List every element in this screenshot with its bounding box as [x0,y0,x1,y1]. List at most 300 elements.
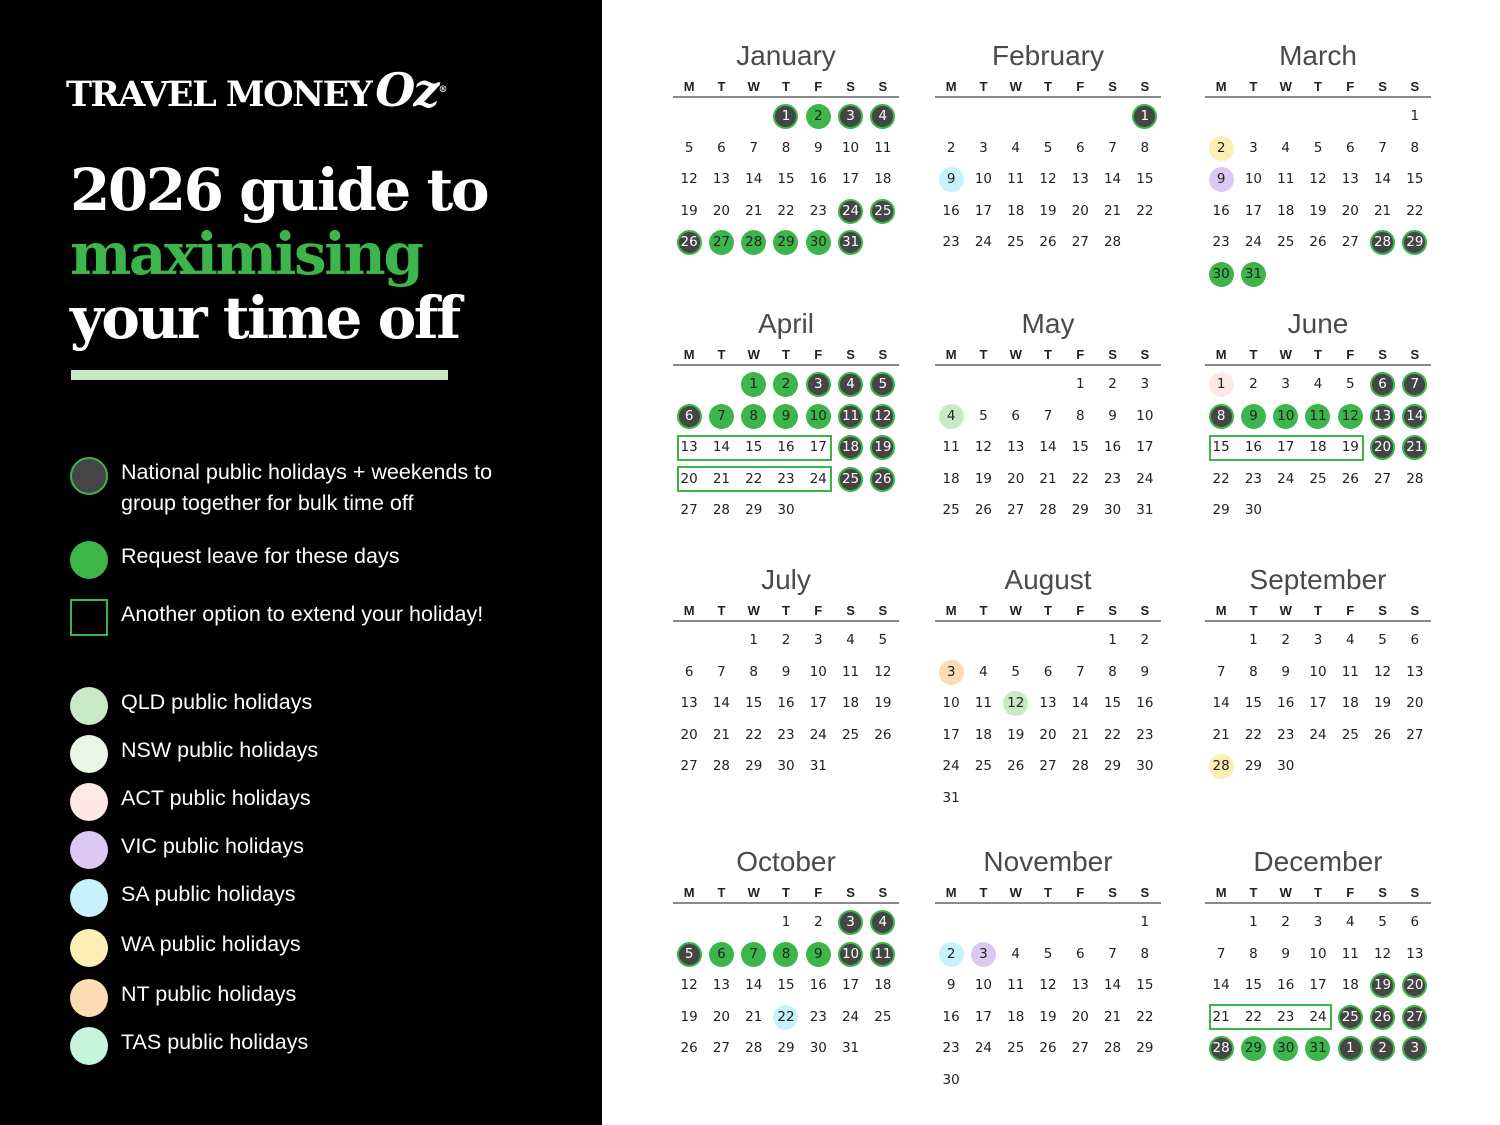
day-empty [1032,369,1064,401]
legend-item-tas [70,1027,308,1065]
day-cell [738,401,770,433]
month-title: May [1021,308,1075,339]
day-number: 14 [1402,404,1427,429]
day-number: 17 [942,726,960,743]
weekday-label: S [1108,603,1117,618]
day-number: 8 [1108,663,1117,680]
day-number: 2 [773,372,798,397]
weekday-header [673,76,899,98]
day-cell [1129,1002,1161,1034]
day-cell [1129,101,1161,133]
day-cell [967,657,999,689]
legend-label [121,929,301,960]
day-cell [1096,495,1128,527]
day-cell [1129,939,1161,971]
day-number: 15 [777,171,795,187]
day-number: 24 [1244,234,1263,250]
day-cell [1205,657,1237,689]
day-cell [673,720,705,752]
day-number: 27 [1071,234,1089,250]
day-number: 23 [1244,470,1263,487]
weekday-label: M [945,603,957,618]
day-cell [1064,464,1096,496]
month-december [1205,842,1431,1065]
day-number: 9 [1241,404,1266,429]
day-number: 17 [841,171,860,187]
day-number: 15 [777,977,795,993]
day-number: 24 [809,470,827,487]
weekday-label: S [1108,79,1117,94]
day-cell [1270,133,1302,165]
weekday-label: T [717,79,726,94]
month-title: July [761,564,811,595]
day-cell [967,688,999,720]
day-cell [935,196,967,228]
day-empty [967,369,999,401]
day-cell [1205,1002,1237,1034]
day-cell [1399,657,1431,689]
day-grid [673,625,899,783]
day-cell [1237,625,1269,657]
day-empty [1000,907,1032,939]
day-cell [1366,939,1398,971]
day-cell [967,196,999,228]
day-cell [705,751,737,783]
month-july [673,560,899,783]
day-grid [1205,907,1431,1065]
day-number: 23 [1103,470,1122,487]
day-cell [1237,196,1269,228]
title-underline [71,370,448,380]
legend-item-wa [70,929,301,967]
day-cell [1064,688,1096,720]
day-number: 27 [680,502,698,518]
legend-label-line: ACT public holidays [121,786,311,810]
day-number: 26 [1373,726,1392,743]
day-cell [1205,369,1237,401]
day-cell [1129,369,1161,401]
day-number: 19 [1309,202,1327,219]
day-number: 4 [1011,945,1020,962]
day-number: 6 [1011,407,1020,424]
day-number: 26 [1341,470,1359,487]
day-number: 15 [1244,977,1263,993]
day-number: 26 [677,230,702,255]
day-number: 5 [677,942,702,967]
weekday-label: S [1410,603,1420,618]
legend-label [121,979,296,1010]
day-cell [1032,495,1064,527]
day-cell [1334,369,1366,401]
day-empty [1205,907,1237,939]
day-empty [705,907,737,939]
day-cell [1334,657,1366,689]
day-number: 14 [1103,171,1122,187]
day-number: 9 [1209,167,1234,192]
weekday-label: S [878,79,888,94]
weekday-label: W [747,603,760,618]
day-cell [802,227,834,259]
weekday-label: F [1076,347,1085,362]
day-cell [1237,720,1269,752]
day-number: 7 [749,139,758,156]
day-number: 12 [1039,977,1057,993]
month-title: June [1287,308,1349,339]
day-number: 13 [680,695,698,711]
day-number: 16 [1136,695,1154,711]
day-empty [705,369,737,401]
day-cell [802,939,834,971]
day-cell [867,625,899,657]
day-number: 7 [1378,139,1387,156]
day-number: 19 [870,435,895,460]
day-number: 11 [1277,171,1295,187]
day-cell [1270,970,1302,1002]
day-cell [770,196,802,228]
weekday-label: S [846,885,855,900]
month-title: October [736,846,836,877]
day-number: 7 [1402,372,1427,397]
weekday-label: F [1076,79,1085,94]
day-number: 7 [741,942,766,967]
day-cell [1270,907,1302,939]
month-january [673,36,899,259]
day-cell [1302,432,1334,464]
day-cell [1064,939,1096,971]
day-number: 3 [979,139,988,156]
day-cell [705,164,737,196]
day-number: 10 [809,663,827,680]
day-cell [1366,1033,1398,1065]
day-number: 19 [680,1008,698,1025]
day-number: 29 [1212,502,1230,518]
day-number: 25 [841,726,860,743]
day-number: 11 [942,439,960,455]
weekday-label: T [979,79,988,94]
weekday-header [1205,882,1431,904]
day-grid [935,625,1161,814]
day-number: 5 [870,372,895,397]
day-cell [935,227,967,259]
day-cell [1032,133,1064,165]
day-empty [673,907,705,939]
day-number: 1 [749,632,758,648]
day-number: 18 [1341,695,1359,711]
day-cell [1237,688,1269,720]
weekday-label: W [1009,603,1022,618]
day-number: 12 [1373,663,1392,680]
weekday-label: S [846,79,855,94]
weekday-label: S [878,885,888,900]
weekday-label: T [1044,79,1052,94]
day-empty [1237,101,1269,133]
day-empty [1205,625,1237,657]
day-cell [1334,196,1366,228]
weekday-label: T [1314,603,1322,618]
day-cell [1205,720,1237,752]
day-number: 10 [1244,171,1263,187]
day-cell [1000,495,1032,527]
day-number: 21 [1373,202,1392,219]
day-cell [935,1065,967,1097]
day-cell [867,657,899,689]
weekday-label: S [1140,603,1150,618]
day-grid [935,101,1161,259]
day-cell [1000,227,1032,259]
month-title: December [1253,846,1383,877]
weekday-label: W [1009,885,1022,900]
day-number: 3 [971,942,996,967]
day-cell [967,133,999,165]
day-number: 3 [939,660,964,685]
day-cell [967,751,999,783]
day-cell [1334,164,1366,196]
day-cell [802,464,834,496]
day-number: 12 [1003,691,1028,716]
day-cell [1334,133,1366,165]
weekday-label: T [1314,79,1322,94]
day-number: 25 [1309,470,1327,487]
weekday-label: W [1279,603,1292,618]
day-cell [1000,1002,1032,1034]
day-number: 14 [1071,695,1089,711]
day-cell [1064,369,1096,401]
day-cell [1399,101,1431,133]
day-grid [673,369,899,527]
legend-swatch-tas [70,1027,108,1065]
day-number: 6 [1043,663,1053,680]
day-number: 11 [838,404,863,429]
day-number: 5 [1043,945,1053,962]
weekday-label: T [979,347,988,362]
day-number: 24 [838,199,863,224]
day-cell [1032,751,1064,783]
day-cell [1129,625,1161,657]
day-empty [738,907,770,939]
day-cell [705,1033,737,1065]
day-cell [967,432,999,464]
weekday-label: T [782,347,790,362]
day-cell [1000,970,1032,1002]
weekday-label: S [1410,347,1420,362]
day-number: 17 [1309,977,1327,993]
day-cell [1000,688,1032,720]
day-empty [1096,907,1128,939]
day-number: 12 [680,977,698,993]
day-number: 30 [1209,262,1234,287]
day-number: 2 [813,914,823,930]
day-cell [770,939,802,971]
day-number: 30 [1244,502,1263,518]
day-number: 3 [1281,376,1290,392]
day-empty [935,101,967,133]
day-number: 8 [1075,407,1085,424]
day-number: 28 [1071,758,1089,774]
day-cell [673,751,705,783]
day-cell [834,939,866,971]
day-number: 15 [1406,171,1424,187]
day-number: 19 [974,470,993,487]
day-number: 18 [942,470,960,487]
day-cell [1064,1033,1096,1065]
day-cell [1334,688,1366,720]
day-cell [967,401,999,433]
day-number: 30 [1136,758,1154,774]
weekday-label: T [782,79,790,94]
day-cell [673,970,705,1002]
day-number: 1 [1209,372,1234,397]
day-cell [867,196,899,228]
day-cell [1366,720,1398,752]
legend-item-act [70,783,311,821]
weekday-header [935,882,1161,904]
day-number: 23 [777,470,795,487]
day-empty [1032,101,1064,133]
day-cell [1000,1033,1032,1065]
day-cell [1000,720,1032,752]
day-number: 21 [1039,470,1057,487]
day-cell [1205,939,1237,971]
weekday-header [1205,344,1431,366]
legend-label-line: NSW public holidays [121,738,319,762]
day-cell [1205,432,1237,464]
day-cell [1334,227,1366,259]
day-cell [1096,970,1128,1002]
day-cell [1205,196,1237,228]
day-number: 17 [974,202,993,219]
month-september [1205,560,1431,783]
day-number: 12 [1373,945,1392,962]
day-number: 20 [1071,202,1089,219]
day-cell [935,164,967,196]
day-cell [834,196,866,228]
day-empty [1302,101,1334,133]
day-number: 23 [1277,726,1295,743]
day-cell [770,720,802,752]
day-number: 15 [745,439,763,455]
day-cell [967,164,999,196]
day-number: 22 [1103,726,1122,743]
day-empty [1205,101,1237,133]
day-cell [1302,464,1334,496]
day-number: 2 [1108,376,1117,392]
legend-label [121,599,483,630]
day-cell [802,432,834,464]
day-number: 11 [1007,171,1025,187]
day-cell [705,401,737,433]
day-number: 5 [1043,139,1053,156]
day-cell [705,720,737,752]
legend-item-vic [70,831,304,869]
day-number: 22 [1244,1008,1263,1025]
day-number: 28 [712,758,731,774]
day-cell [1366,401,1398,433]
day-cell [738,688,770,720]
day-cell [705,464,737,496]
day-number: 30 [777,502,795,518]
day-cell [867,164,899,196]
month-march [1205,36,1431,290]
day-number: 5 [1378,914,1387,930]
day-empty [1064,907,1096,939]
day-number: 21 [1212,1008,1230,1025]
day-number: 8 [741,404,766,429]
day-cell [1237,751,1269,783]
day-cell [738,464,770,496]
weekday-label: T [1314,885,1322,900]
day-cell [1205,751,1237,783]
weekday-label: S [1378,603,1387,618]
day-number: 11 [974,695,993,711]
day-number: 29 [777,1040,795,1056]
day-cell [1096,432,1128,464]
day-number: 4 [939,404,964,429]
day-number: 11 [1341,663,1359,680]
day-cell [1096,196,1128,228]
day-cell [738,625,770,657]
weekday-label: S [1410,79,1420,94]
day-cell [935,783,967,815]
month-title: November [983,846,1113,877]
day-cell [1064,164,1096,196]
day-number: 22 [1212,470,1230,487]
day-cell [1129,401,1161,433]
day-number: 22 [1406,202,1424,219]
day-cell [1399,1002,1431,1034]
weekday-label: M [683,603,695,618]
day-number: 31 [1136,502,1154,518]
day-number: 1 [1410,108,1420,124]
day-cell [1399,720,1431,752]
day-number: 29 [1136,1040,1154,1056]
day-cell [1302,907,1334,939]
day-cell [770,369,802,401]
day-number: 11 [1305,404,1330,429]
day-cell [1270,688,1302,720]
weekday-label: F [1346,79,1355,94]
day-number: 6 [1410,632,1420,648]
weekday-label: T [782,885,790,900]
day-cell [1032,939,1064,971]
day-cell [1334,432,1366,464]
day-cell [1399,196,1431,228]
day-empty [1032,625,1064,657]
weekday-header [935,344,1161,366]
weekday-label: T [1044,347,1052,362]
day-cell [1302,625,1334,657]
day-cell [1270,1002,1302,1034]
day-cell [802,101,834,133]
day-number: 24 [1309,1008,1327,1025]
day-cell [802,751,834,783]
day-cell [1270,369,1302,401]
day-cell [1302,196,1334,228]
day-number: 29 [1402,230,1427,255]
day-number: 27 [1007,502,1025,518]
day-cell [802,1002,834,1034]
day-cell [1205,970,1237,1002]
day-cell [770,401,802,433]
day-number: 31 [942,789,960,806]
day-cell [1366,1002,1398,1034]
day-cell [673,432,705,464]
day-number: 19 [1007,726,1025,743]
weekday-header [673,600,899,622]
day-cell [673,464,705,496]
weekday-label: T [1314,347,1322,362]
day-cell [1399,432,1431,464]
day-cell [1205,259,1237,291]
